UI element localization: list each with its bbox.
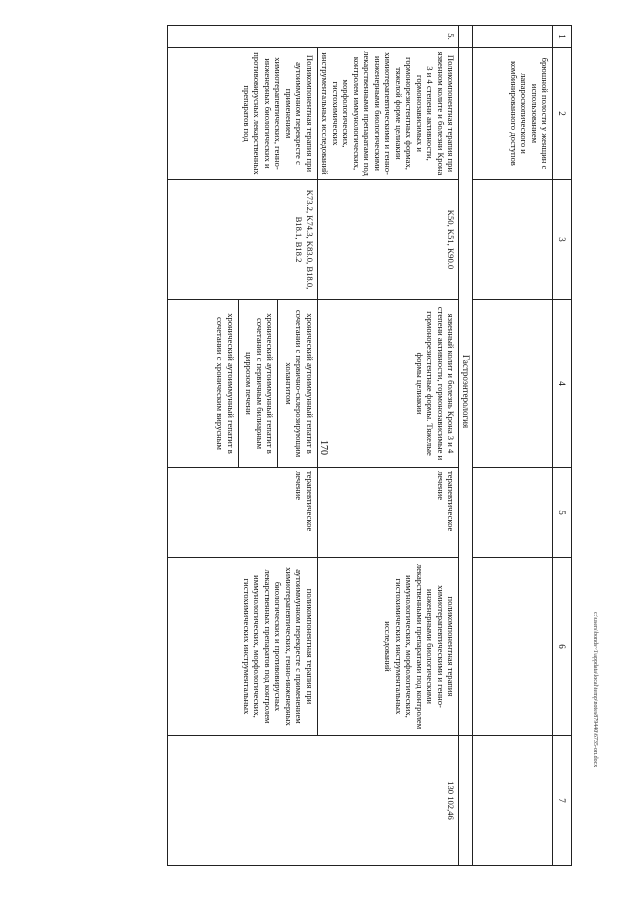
rotated-table-container xyxy=(52,25,572,865)
icd-code-cell: K73.2, K74.3, K83.0, B18.0, B18.1, B18.2 xyxy=(167,180,317,300)
file-path-footer: c:\users\bonds~1\appdata\local\temp\notes879440\6735-оп.docx xyxy=(592,612,598,768)
section-title: Гастроэнтерология xyxy=(459,48,473,736)
header-cell: 2 xyxy=(553,48,572,180)
header-cell: 4 xyxy=(553,300,572,468)
header-cell: 5 xyxy=(553,468,572,558)
treatment-method-cell: поликомпонентная терапия при аутоиммунном перекресте с применением химиотерапевтических, генно-инженерных биологических и противовирусных лекарственных препаратов под контролем иммунологических, морфологических, гистохимических инструментальных xyxy=(167,558,317,736)
rotated-page-frame xyxy=(52,25,572,865)
medical-care-table xyxy=(167,25,572,866)
row-number: 5. xyxy=(167,26,458,48)
cost-cell: 130 102,46 xyxy=(167,736,458,866)
header-cell: 7 xyxy=(553,736,572,866)
diagnosis-cell: язвенный колит и болезнь Крона 3 и 4 степени активности, гормонозависимые и гормонорезистентные формы. Тяжелые формы целиакии xyxy=(317,300,458,468)
treatment-type-cell: терапевтическое лечение xyxy=(317,468,458,558)
header-cell: 6 xyxy=(553,558,572,736)
treatment-method-cell: поликомпонентная терапия химиотерапевтическими и генно-инженерными биологическими лекарственными препаратами под контролем иммунологических, морфологических, гистохимических инструментальных исследований xyxy=(317,558,458,736)
continuation-method-cell: брюшной полости у женщин с использованием лапароскопического и комбинированного доступов xyxy=(473,48,553,180)
diagnosis-item: хронический аутоиммунный гепатит в сочетании с первично-склерозирующим холангитом xyxy=(283,309,315,458)
method-cell: Поликомпонентная терапия при аутоиммунном перекресте с применением химиотерапевтических, генно-инженерных биологических и противовирусных лекарственных препаратов под xyxy=(167,48,317,180)
diagnosis-item: хронический аутоиммунный гепатит в сочетании с первичным билиарным циррозом печени xyxy=(242,300,278,467)
table-header-row xyxy=(553,26,572,866)
treatment-type-cell: терапевтическое лечение xyxy=(167,468,317,558)
method-cell: Поликомпонентная терапия при язвенном колите и болезни Крона 3 и 4 степени активности, гормонозависимых и гормонорезистентных формах, тяжелой форме целиакии химиотерапевтическими и генно-инженерными биологическими лекарственными препаратами под контролем иммунологических, морфологических, гистохимических инструментальных исследований xyxy=(317,48,458,180)
header-cell: 1 xyxy=(553,26,572,48)
diagnosis-item: хронический аутоиммунный гепатит в сочетании с хроническим вирусным xyxy=(213,300,239,467)
continuation-row xyxy=(473,26,553,866)
diagnosis-cell xyxy=(167,300,317,468)
header-cell: 3 xyxy=(553,180,572,300)
icd-code-cell: K50, K51, K90.0 xyxy=(317,180,458,300)
page-number: 170 xyxy=(318,440,329,455)
section-row xyxy=(459,26,473,866)
table-row xyxy=(317,26,458,866)
